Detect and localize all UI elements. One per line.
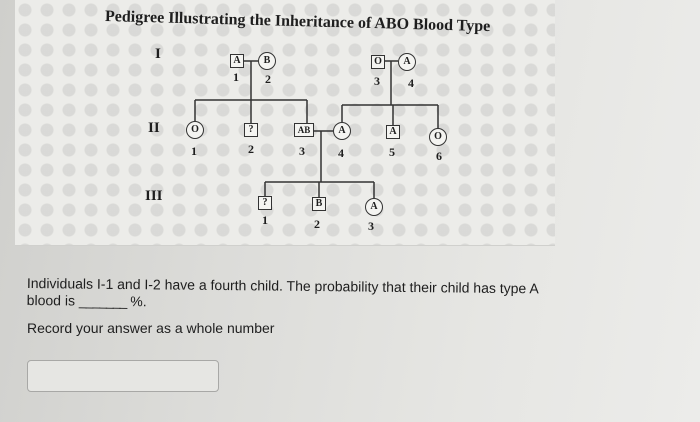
- gen3-number-2: 2: [314, 217, 320, 231]
- gen1-number-2: 2: [265, 72, 271, 86]
- gen1-number-3: 3: [374, 74, 380, 88]
- gen2-individual-6-female: O: [429, 128, 447, 146]
- generation-label-3: III: [145, 188, 163, 204]
- gen2-number-6: 6: [436, 149, 442, 163]
- answer-input[interactable]: [27, 360, 219, 392]
- generation-label-1: I: [155, 46, 161, 62]
- gen1-individual-3-male: O: [371, 55, 385, 69]
- gen2-individual-4-female: A: [333, 122, 351, 140]
- gen2-number-2: 2: [248, 142, 254, 156]
- gen2-individual-3-male: AB: [294, 123, 314, 137]
- gen2-individual-1-female: O: [186, 121, 204, 139]
- question-text: [27, 275, 627, 315]
- gen1-number-4: 4: [408, 76, 414, 90]
- gen1-individual-2-female: B: [258, 52, 276, 70]
- gen2-number-5: 5: [389, 145, 395, 159]
- gen3-number-3: 3: [368, 219, 374, 233]
- generation-label-2: II: [148, 120, 160, 136]
- gen2-number-1: 1: [191, 144, 197, 158]
- instruction-text: Record your answer as a whole number: [27, 320, 275, 336]
- gen2-individual-5-male: A: [386, 125, 400, 139]
- question-line-2-suffix: %.: [126, 293, 147, 310]
- gen1-number-1: 1: [233, 70, 239, 84]
- gen2-individual-2-male: ?: [244, 123, 258, 137]
- gen3-number-1: 1: [262, 213, 268, 227]
- question-line-2-prefix: blood is: [26, 291, 79, 309]
- gen3-individual-3-female: A: [365, 198, 383, 216]
- gen2-number-4: 4: [338, 146, 344, 160]
- question-line-1: Individuals I-1 and I-2 have a fourth child. The probability that their child has type A: [26, 275, 539, 297]
- gen3-individual-2-male: B: [312, 197, 326, 211]
- pedigree-lines: [15, 0, 555, 245]
- answer-blank: _______: [78, 292, 127, 310]
- pedigree-figure: [15, 0, 555, 246]
- gen3-individual-1-male: ?: [258, 196, 272, 210]
- gen1-individual-4-female: A: [398, 53, 416, 71]
- pedigree-title: Pedigree Illustrating the Inheritance of ABO Blood Type: [104, 8, 491, 36]
- gen2-number-3: 3: [299, 144, 305, 158]
- gen1-individual-1-male: A: [230, 54, 244, 68]
